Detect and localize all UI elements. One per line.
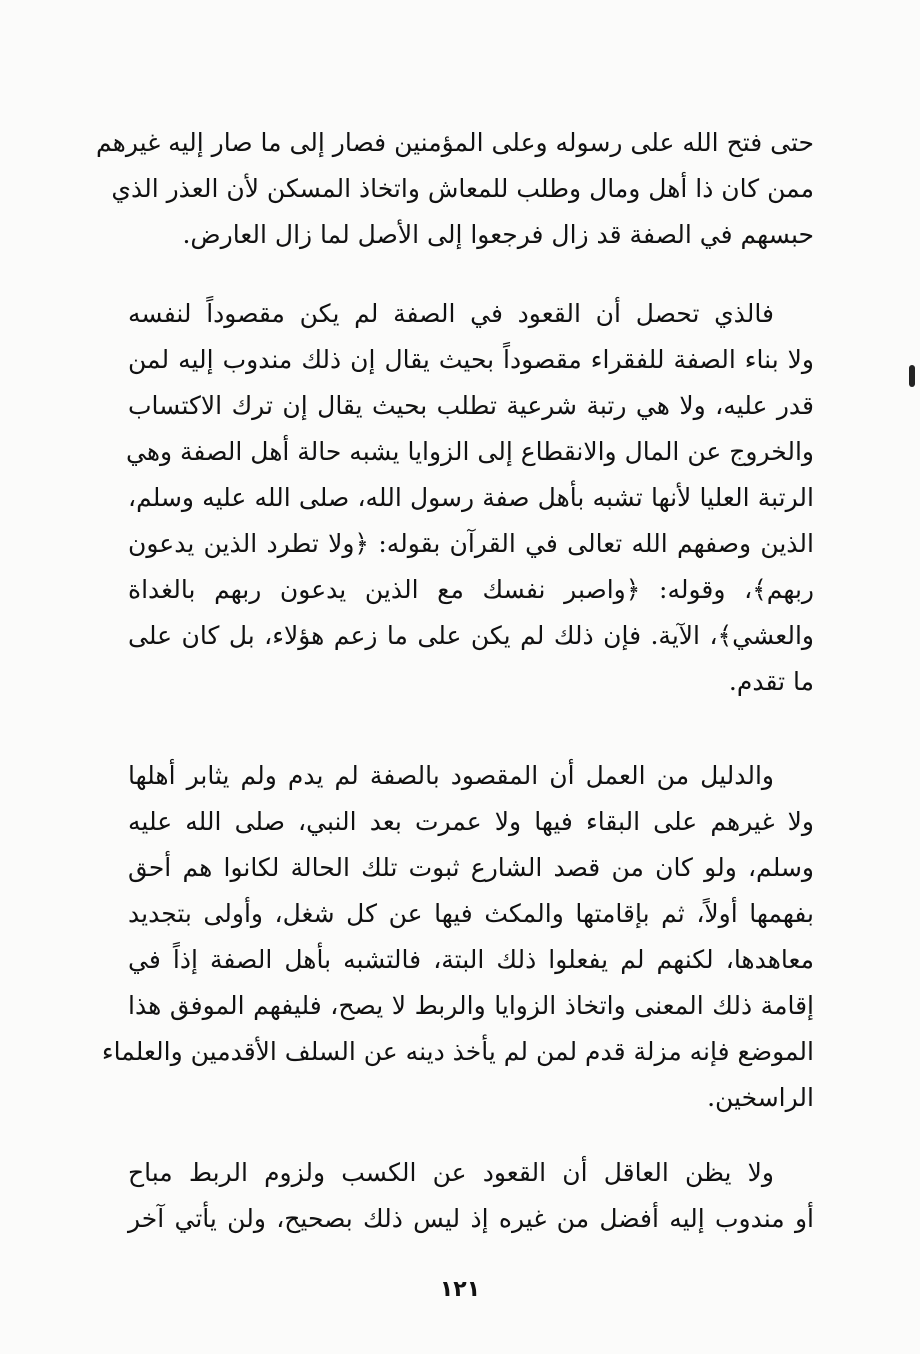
paragraph-line: حبسهم في الصفة قد زال فرجعوا إلى الأصل لما زال العارض. [182,220,814,249]
paragraph-1 [96,120,814,258]
paragraph-line: فالذي تحصل أن القعود في الصفة لم يكن مقصوداً لنفسه [128,299,774,328]
page-number: ١٢١ [439,1277,481,1302]
margin-mark [909,365,915,387]
paragraph-line: إقامة ذلك المعنى واتخاذ الزوايا والربط لا يصح، فليفهم الموفق هذا [128,991,814,1020]
paragraph-line: ما تقدم. [728,667,814,696]
paragraph-4 [128,1150,814,1242]
paragraph-2 [125,291,814,705]
paragraph-line: ربهم﴾، وقوله: ﴿واصبر نفسك مع الذين يدعون ربهم بالغداة [128,575,814,604]
paragraph-line: الرتبة العليا لأنها تشبه بأهل صفة رسول الله، صلى الله عليه وسلم، [128,483,814,512]
paragraph-line: الذين وصفهم الله تعالى في القرآن بقوله: ﴿ولا تطرد الذين يدعون [128,529,814,558]
paragraph-line: ممن كان ذا أهل ومال وطلب للمعاش واتخاذ المسكن لأن العذر الذي [111,174,814,203]
paragraph-line: والخروج عن المال والانقطاع إلى الزوايا يشبه حالة أهل الصفة وهي [125,437,814,466]
paragraph-line: وسلم، ولو كان من قصد الشارع ثبوت تلك الحالة لكانوا هم أحق [128,853,814,882]
paragraph-line: والدليل من العمل أن المقصود بالصفة لم يدم ولم يثابر أهلها [128,761,774,790]
paragraph-line: ولا بناء الصفة للفقراء مقصوداً بحيث يقال إن ذلك مندوب إليه لمن [128,345,814,374]
paragraph-line: أو مندوب إليه أفضل من غيره إذ ليس ذلك بصحيح، ولن يأتي آخر [128,1204,814,1233]
paragraph-line: حتى فتح الله على رسوله وعلى المؤمنين فصار إلى ما صار إليه غيرهم [96,128,814,157]
paragraph-line: قدر عليه، ولا هي رتبة شرعية تطلب بحيث يقال إن ترك الاكتساب [128,391,814,420]
paragraph-line: والعشي﴾، الآية. فإن ذلك لم يكن على ما زعم هؤلاء، بل كان على [128,621,814,650]
paragraph-line: ولا غيرهم على البقاء فيها ولا عمرت بعد النبي، صلى الله عليه [128,807,814,836]
paragraph-line: الموضع فإنه مزلة قدم لمن لم يأخذ دينه عن السلف الأقدمين والعلماء [101,1037,814,1066]
paragraph-3 [101,753,814,1121]
paragraph-line: معاهدها، لكنهم لم يفعلوا ذلك البتة، فالتشبه بأهل الصفة إذاً في [128,945,814,974]
paragraph-line: الراسخين. [707,1083,814,1112]
paragraph-line: ولا يظن العاقل أن القعود عن الكسب ولزوم الربط مباح [128,1158,774,1187]
paragraph-line: بفهمها أولاً، ثم بإقامتها والمكث فيها عن كل شغل، وأولى بتجديد [128,899,814,928]
